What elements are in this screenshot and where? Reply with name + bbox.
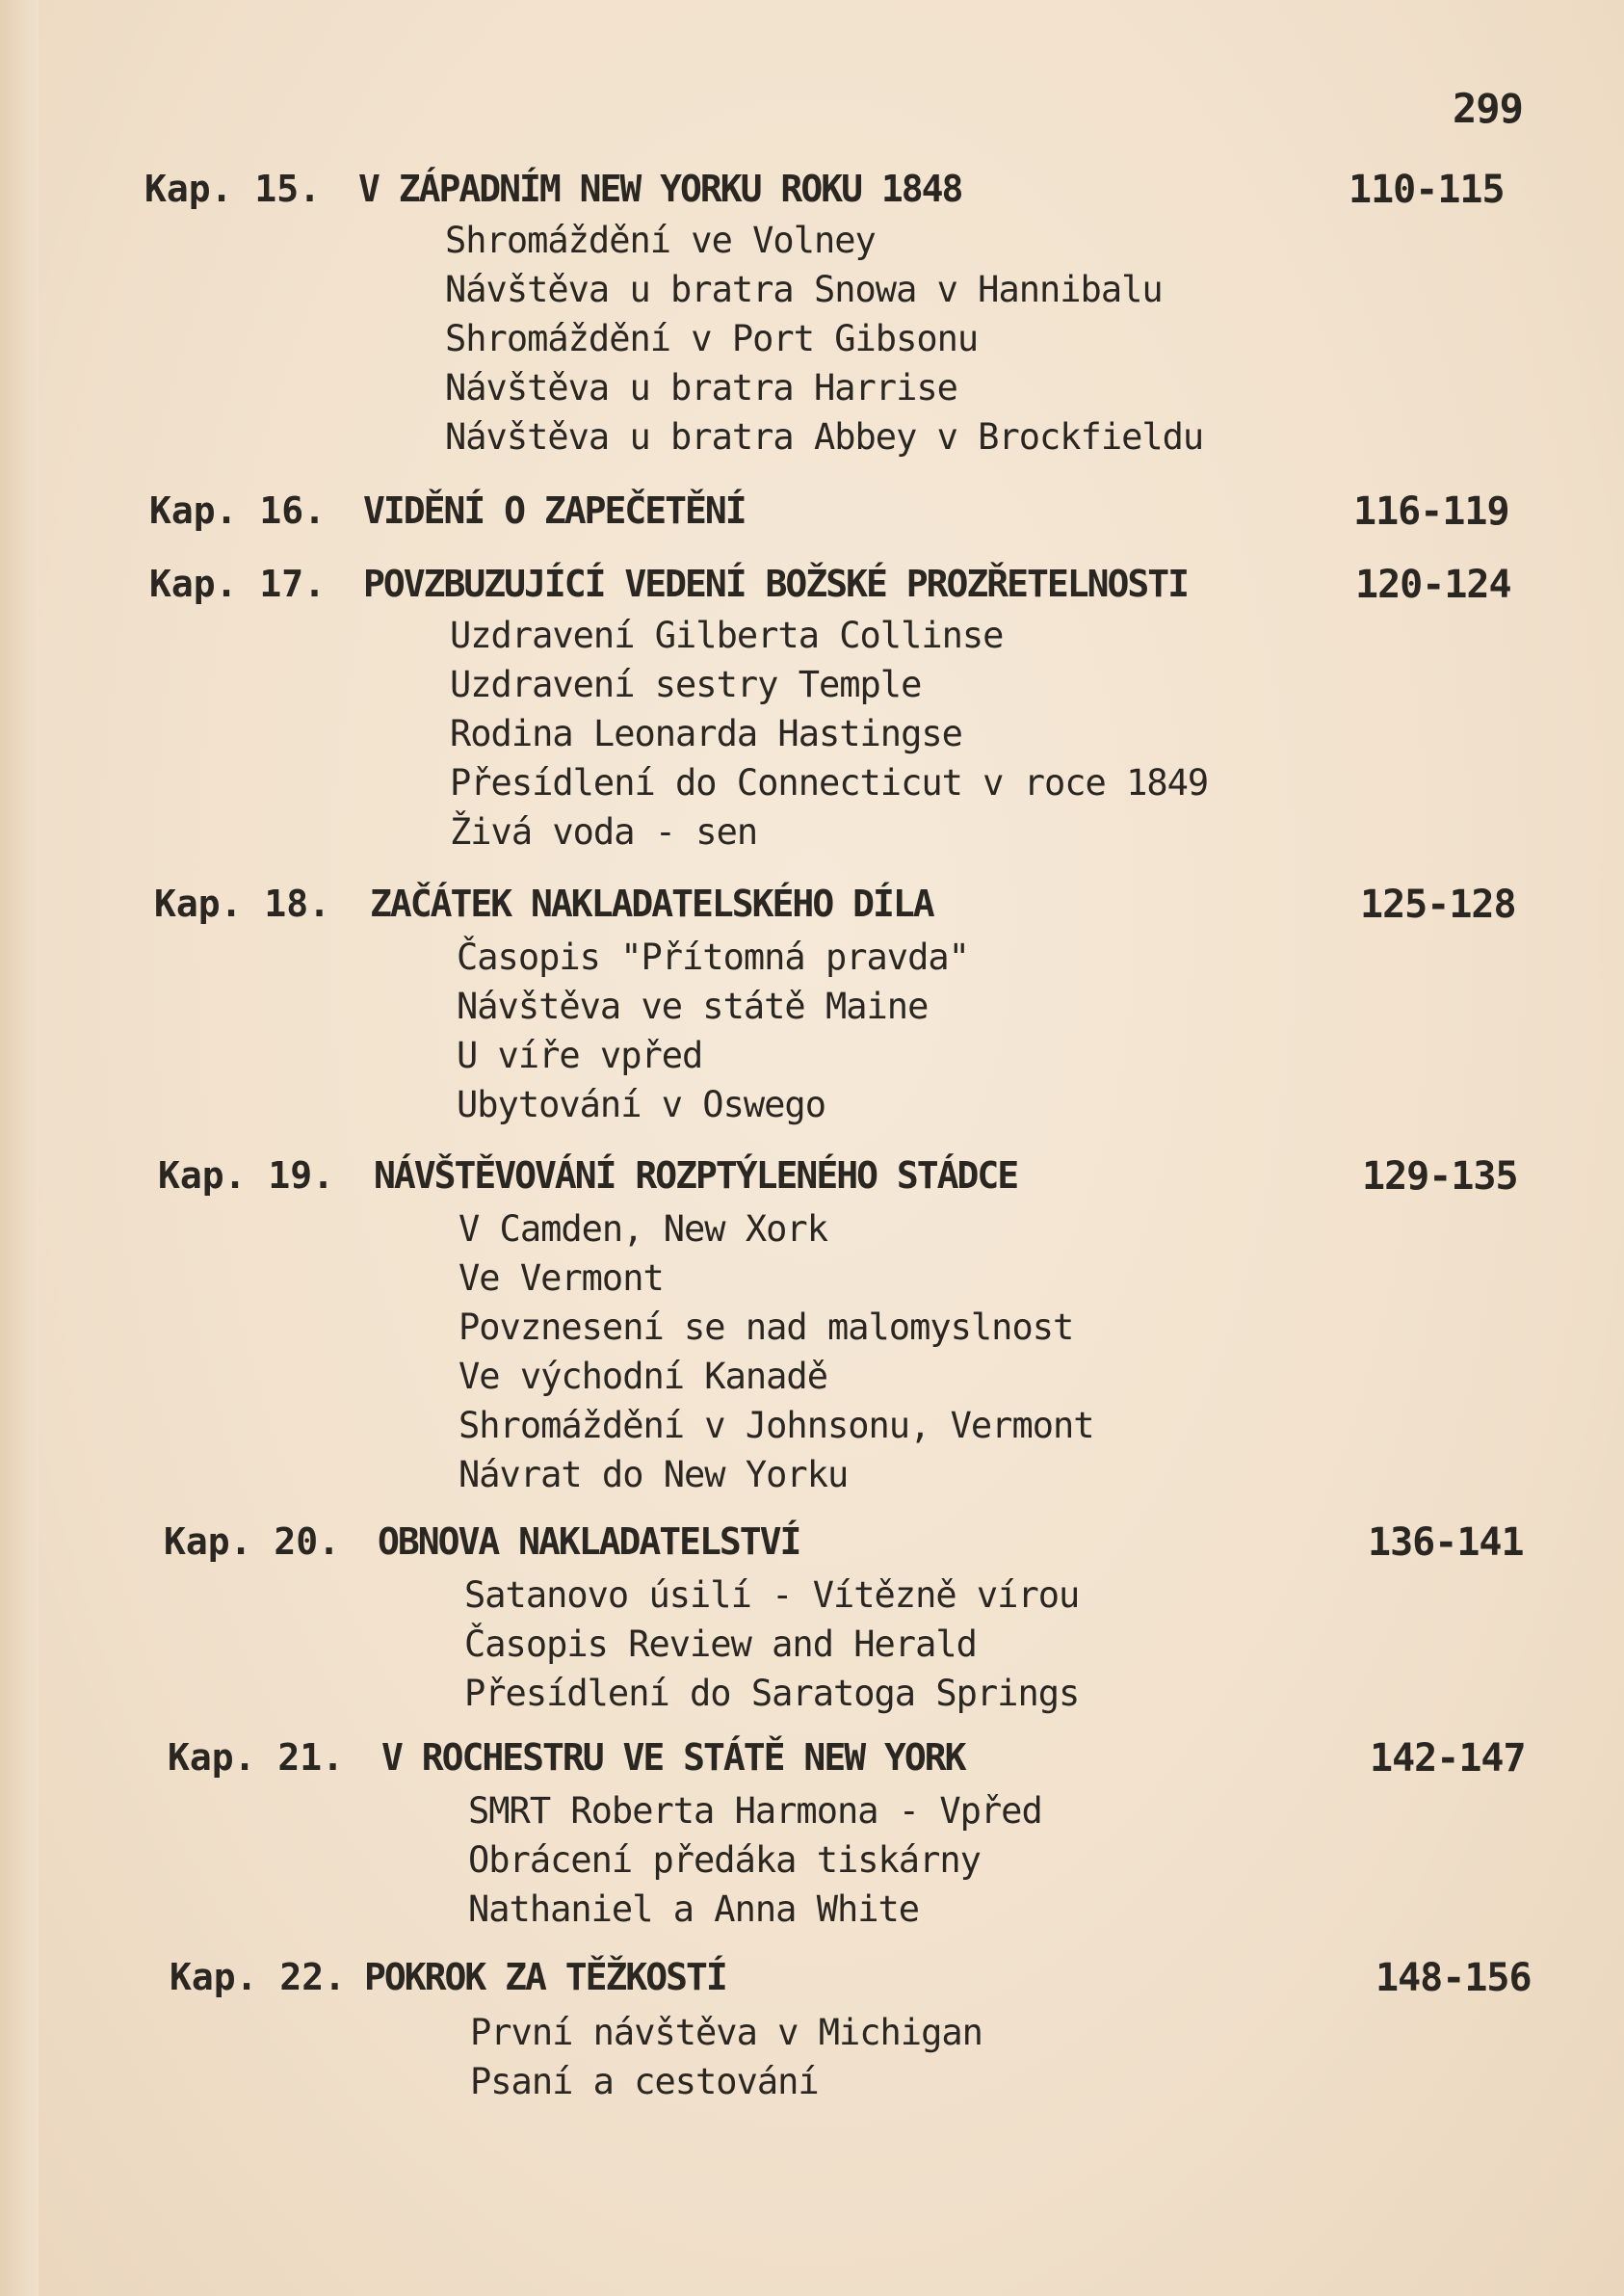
- chapter-label: Kap. 16.: [149, 489, 327, 532]
- subtopic-list: [468, 1786, 1624, 1934]
- chapter-label: Kap. 20.: [164, 1520, 341, 1563]
- page-number: 299: [1453, 85, 1523, 132]
- subtopic-item: Návštěva u bratra Snowa v Hannibalu: [445, 269, 1163, 310]
- chapter-title: POVZBUZUJÍCÍ VEDENÍ BOŽSKÉ PROZŘETELNOSTI: [363, 563, 1188, 605]
- chapter-pages: 120-124: [1355, 563, 1511, 607]
- toc-chapter-22: [170, 1956, 1614, 2108]
- chapter-heading: [168, 1736, 1612, 1790]
- toc-chapter-17: [149, 563, 1594, 862]
- chapter-heading: [149, 489, 1594, 543]
- chapter-pages: 116-119: [1353, 489, 1509, 534]
- subtopic-item: Obrácení předáka tiskárny: [468, 1839, 981, 1881]
- chapter-pages: 129-135: [1362, 1154, 1518, 1199]
- chapter-label: Kap. 22.: [170, 1956, 347, 1998]
- subtopic-item: Uzdravení Gilberta Collinse: [450, 615, 1004, 656]
- chapter-label: Kap. 18.: [154, 883, 331, 925]
- chapter-pages: 125-128: [1360, 883, 1516, 927]
- chapter-label: Kap. 17.: [149, 563, 327, 605]
- toc-chapter-19: [158, 1154, 1603, 1503]
- subtopic-item: Přesídlení do Saratoga Springs: [464, 1673, 1080, 1714]
- chapter-title: NÁVŠTĚVOVÁNÍ ROZPTÝLENÉHO STÁDCE: [374, 1154, 1018, 1197]
- subtopic-item: Povznesení se nad malomyslnost: [458, 1306, 1074, 1348]
- chapter-pages: 142-147: [1370, 1736, 1526, 1781]
- subtopic-list: [457, 933, 1624, 1129]
- subtopic-item: Shromáždění v Port Gibsonu: [445, 318, 979, 359]
- chapter-heading: [144, 168, 1589, 222]
- subtopic-item: Časopis Review and Herald: [464, 1623, 977, 1665]
- chapter-title: POKROK ZA TĚŽKOSTÍ: [364, 1956, 726, 1998]
- subtopic-item: Ve východní Kanadě: [458, 1356, 827, 1397]
- subtopic-item: Návštěva u bratra Abbey v Brockfieldu: [445, 416, 1204, 458]
- chapter-label: Kap. 21.: [168, 1736, 345, 1779]
- chapter-title: ZAČÁTEK NAKLADATELSKÉHO DÍLA: [370, 883, 933, 925]
- toc-chapter-18: [154, 883, 1599, 1133]
- subtopic-item: U víře vpřed: [457, 1035, 703, 1076]
- chapter-pages: 110-115: [1349, 168, 1505, 212]
- subtopic-item: Nathaniel a Anna White: [468, 1888, 920, 1930]
- subtopic-item: Časopis "Přítomná pravda": [457, 937, 969, 978]
- chapter-heading: [158, 1154, 1603, 1208]
- chapter-heading: [170, 1956, 1614, 2010]
- subtopic-list: [450, 611, 1624, 857]
- subtopic-item: Přesídlení do Connecticut v roce 1849: [450, 762, 1209, 804]
- subtopic-item: Rodina Leonarda Hastingse: [450, 713, 962, 754]
- subtopic-item: První návštěva v Michigan: [470, 2012, 982, 2053]
- chapter-title: V ROCHESTRU VE STÁTĚ NEW YORK: [381, 1736, 965, 1779]
- chapter-title: V ZÁPADNÍM NEW YORKU ROKU 1848: [358, 168, 962, 210]
- chapter-title: OBNOVA NAKLADATELSTVÍ: [378, 1520, 800, 1563]
- chapter-pages: 148-156: [1375, 1956, 1532, 2000]
- chapter-title: VIDĚNÍ O ZAPEČETĚNÍ: [363, 489, 746, 532]
- subtopic-list: [470, 2008, 1624, 2106]
- chapter-heading: [149, 563, 1594, 617]
- toc-chapter-16: [149, 489, 1594, 543]
- subtopic-item: Uzdravení sestry Temple: [450, 664, 922, 705]
- subtopic-item: Psaní a cestování: [470, 2061, 819, 2102]
- chapter-pages: 136-141: [1368, 1520, 1524, 1565]
- toc-chapter-21: [168, 1736, 1612, 1938]
- chapter-label: Kap. 15.: [144, 168, 322, 210]
- subtopic-list: [458, 1204, 1624, 1499]
- chapter-heading: [164, 1520, 1609, 1574]
- subtopic-item: Ubytování v Oswego: [457, 1084, 825, 1125]
- subtopic-item: Živá voda - sen: [450, 811, 758, 853]
- subtopic-item: Satanovo úsilí - Vítězně vírou: [464, 1574, 1080, 1616]
- subtopic-item: Ve Vermont: [458, 1257, 664, 1299]
- page-edge: [0, 0, 39, 2296]
- subtopic-item: Shromáždění ve Volney: [445, 220, 876, 261]
- subtopic-item: SMRT Roberta Harmona - Vpřed: [468, 1790, 1042, 1832]
- toc-chapter-15: [144, 168, 1589, 467]
- chapter-heading: [154, 883, 1599, 937]
- subtopic-item: Návrat do New Yorku: [458, 1454, 849, 1495]
- subtopic-item: V Camden, New Xork: [458, 1208, 827, 1250]
- chapter-label: Kap. 19.: [158, 1154, 335, 1197]
- subtopic-list: [445, 216, 1624, 462]
- subtopic-item: Návštěva ve státě Maine: [457, 986, 929, 1027]
- subtopic-item: Návštěva u bratra Harrise: [445, 367, 957, 409]
- subtopic-list: [464, 1570, 1624, 1718]
- subtopic-item: Shromáždění v Johnsonu, Vermont: [458, 1405, 1094, 1446]
- toc-chapter-20: [164, 1520, 1609, 1722]
